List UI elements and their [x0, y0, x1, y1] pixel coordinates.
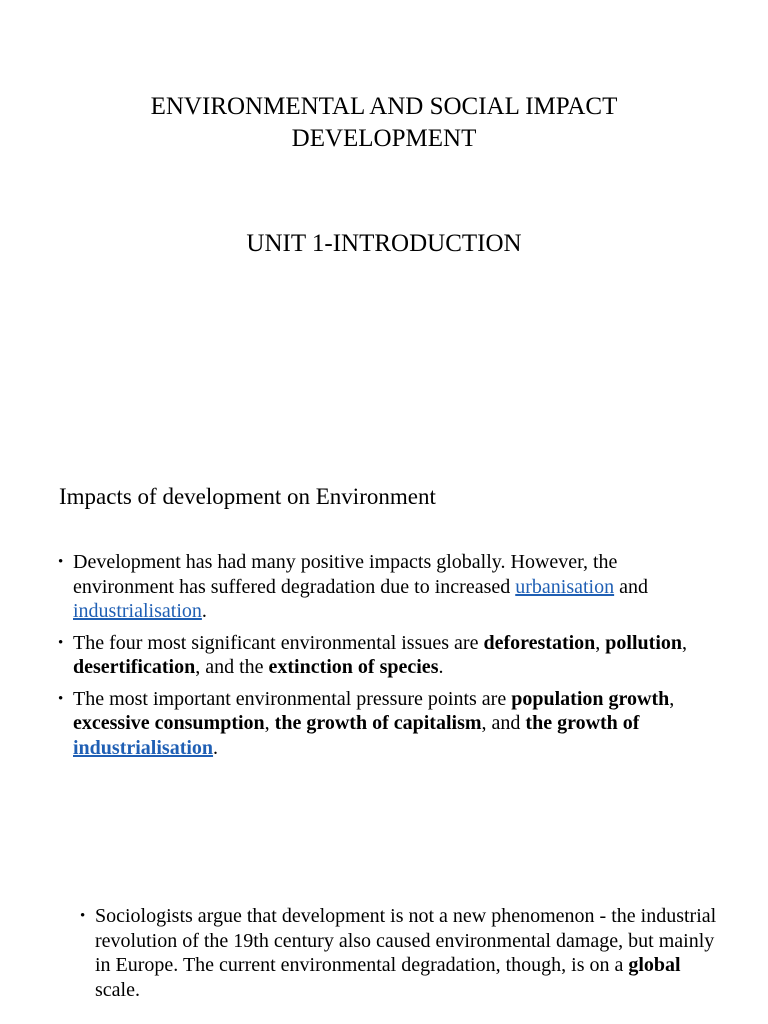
bullet-text: . [438, 656, 444, 678]
bullet-text: , and [481, 712, 526, 734]
bullet-icon: • [80, 908, 86, 924]
bullet-text: , [682, 631, 687, 654]
bold-term: deforestation [483, 631, 596, 654]
bullet-text: . [201, 600, 207, 622]
bold-term: extinction of species [268, 656, 439, 678]
bullet-icon: • [58, 554, 64, 570]
bullet-text: Sociologists argue that development is not a new phenomenon - the industrial revolution of the 19th century also caused environmental damage, but mainly in Europe. The current environmental degradation, though, is on a [95, 905, 717, 976]
bullet-text: The most important environmental pressure points are [73, 687, 512, 710]
bullet-text: , [595, 631, 606, 654]
bullet-text: The four most significant environmental issues are [73, 631, 484, 654]
unit-title: UNIT 1-INTRODUCTION [246, 230, 522, 257]
bullet-text: scale. [95, 978, 140, 1001]
bullet-item-urbanisation [58, 550, 708, 624]
bullet-list [80, 904, 730, 1009]
bullet-text: , [264, 712, 275, 734]
bullet-text: , and the [195, 656, 269, 678]
bold-term: desertification [73, 656, 196, 678]
bullet-text: and [614, 575, 649, 598]
bullet-text: . [213, 736, 219, 759]
industrialisation-link[interactable]: industrialisation [73, 736, 214, 759]
bullet-item-sociologists [80, 904, 730, 1002]
urbanisation-link[interactable]: urbanisation [515, 575, 615, 598]
bold-term: population growth [511, 687, 670, 710]
slide-title-line1: ENVIRONMENTAL AND SOCIAL IMPACT [150, 93, 618, 120]
bullet-text: Development has had many positive impacts globally. However, the environment has suffered degradation due to increased [73, 551, 618, 598]
bullet-item-issues [58, 631, 708, 680]
bullet-icon: • [58, 634, 64, 651]
slide-title [0, 91, 768, 155]
bullet-icon: • [58, 690, 64, 707]
section-heading: Impacts of development on Environment [59, 484, 436, 509]
bullet-text: , [669, 687, 675, 710]
bold-term: the growth of capitalism [274, 712, 482, 734]
bold-term: global [628, 954, 681, 976]
bullet-item-pressure-points [58, 687, 708, 761]
bullet-list [58, 550, 708, 767]
industrialisation-link[interactable]: industrialisation [73, 600, 202, 622]
bold-term: excessive consumption [73, 712, 265, 734]
bold-term: pollution [605, 631, 682, 654]
slide-title-line2: DEVELOPMENT [291, 125, 477, 152]
bold-term: the growth of [525, 712, 640, 734]
